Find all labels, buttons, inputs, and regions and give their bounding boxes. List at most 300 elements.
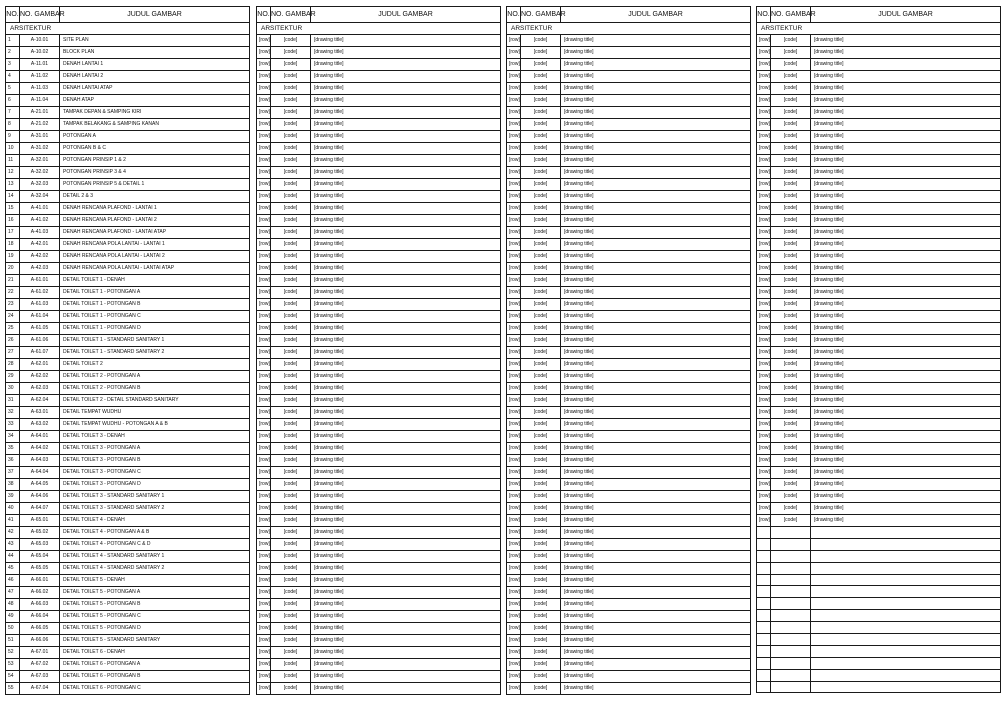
drawing-number: [code]: [521, 455, 561, 467]
drawing-number: [code]: [521, 635, 561, 647]
drawing-title: DETAIL TOILET 3 - POTONGAN B: [60, 455, 250, 467]
drawing-title: [drawing title]: [311, 371, 501, 383]
row-number: [row]: [257, 563, 271, 575]
drawing-title: [drawing title]: [311, 131, 501, 143]
drawing-number: [code]: [771, 467, 811, 479]
table-row: [6, 359, 250, 371]
drawing-number: [code]: [771, 323, 811, 335]
drawing-title: [drawing title]: [561, 623, 751, 635]
drawing-number: [code]: [771, 179, 811, 191]
drawing-title: DETAIL TOILET 5 - POTONGAN B: [60, 599, 250, 611]
row-number: [row]: [257, 515, 271, 527]
row-number: [row]: [757, 143, 771, 155]
drawing-number: A-42.01: [20, 239, 60, 251]
drawing-number: [code]: [271, 515, 311, 527]
drawing-title: [drawing title]: [311, 479, 501, 491]
drawing-title: [drawing title]: [311, 467, 501, 479]
table-row: [757, 59, 1001, 71]
drawing-title: [drawing title]: [311, 287, 501, 299]
drawing-title: [drawing title]: [561, 35, 751, 47]
drawing-title: [drawing title]: [811, 479, 1001, 491]
drawing-list-panel: [5, 6, 249, 695]
table-row: [757, 681, 1001, 693]
row-number: 42: [6, 527, 20, 539]
row-number: [row]: [757, 347, 771, 359]
drawing-title: [drawing title]: [561, 227, 751, 239]
drawing-number: [code]: [521, 419, 561, 431]
drawing-title: [drawing title]: [811, 515, 1001, 527]
drawing-number: [code]: [521, 323, 561, 335]
drawing-title: [811, 681, 1001, 693]
drawing-title: [drawing title]: [311, 491, 501, 503]
row-number: 14: [6, 191, 20, 203]
drawing-number: [code]: [521, 503, 561, 515]
drawing-number: [code]: [271, 551, 311, 563]
drawing-title: DETAIL TEMPAT WUDHU: [60, 407, 250, 419]
drawing-number: A-62.04: [20, 395, 60, 407]
drawing-title: [811, 657, 1001, 669]
row-number: [row]: [257, 347, 271, 359]
table-row: [6, 83, 250, 95]
drawing-title: [drawing title]: [311, 275, 501, 287]
row-number: 35: [6, 443, 20, 455]
drawing-title: [drawing title]: [311, 323, 501, 335]
drawing-title: [drawing title]: [561, 527, 751, 539]
row-number: 18: [6, 239, 20, 251]
table-row: [6, 527, 250, 539]
drawing-title: [drawing title]: [311, 155, 501, 167]
section-title: ARSITEKTUR: [507, 23, 751, 35]
drawing-title: DETAIL TOILET 3 - DENAH: [60, 431, 250, 443]
drawing-title: DETAIL TOILET 1 - POTONGAN A: [60, 287, 250, 299]
row-number: [row]: [257, 311, 271, 323]
drawing-title: BLOCK PLAN: [60, 47, 250, 59]
drawing-title: DENAH RENCANA POLA LANTAI - LANTAI ATAP: [60, 263, 250, 275]
row-number: [row]: [757, 107, 771, 119]
drawing-number: [code]: [271, 179, 311, 191]
drawing-number: [771, 669, 811, 681]
drawing-number: A-32.01: [20, 155, 60, 167]
drawing-number: [code]: [271, 443, 311, 455]
drawing-number: [code]: [521, 347, 561, 359]
row-number: 40: [6, 503, 20, 515]
row-number: 21: [6, 275, 20, 287]
drawing-number: A-64.04: [20, 467, 60, 479]
row-number: [row]: [507, 611, 521, 623]
row-number: [757, 598, 771, 610]
row-number: [row]: [757, 47, 771, 59]
table-row: [6, 551, 250, 563]
table-row: [257, 311, 501, 323]
row-number: [row]: [257, 491, 271, 503]
drawing-title: [drawing title]: [811, 407, 1001, 419]
drawing-number: A-10.02: [20, 47, 60, 59]
drawing-title: DETAIL TOILET 1 - DENAH: [60, 275, 250, 287]
drawing-number: [771, 645, 811, 657]
drawing-number: [code]: [771, 407, 811, 419]
row-number: [row]: [757, 299, 771, 311]
row-number: [row]: [507, 323, 521, 335]
drawing-title: DETAIL TOILET 3 - POTONGAN A: [60, 443, 250, 455]
drawing-number: A-66.05: [20, 623, 60, 635]
drawing-number: [code]: [271, 599, 311, 611]
table-row: [257, 155, 501, 167]
drawing-title: [drawing title]: [811, 467, 1001, 479]
row-number: [row]: [257, 95, 271, 107]
drawing-title: POTONGAN B & C: [60, 143, 250, 155]
row-number: 38: [6, 479, 20, 491]
drawing-title: [drawing title]: [561, 299, 751, 311]
row-number: [row]: [757, 443, 771, 455]
drawing-number: [code]: [521, 647, 561, 659]
table-row: [257, 599, 501, 611]
drawing-title: [drawing title]: [311, 119, 501, 131]
drawing-number: [code]: [521, 575, 561, 587]
table-row: [257, 131, 501, 143]
drawing-number: [code]: [271, 635, 311, 647]
drawing-title: DETAIL TOILET 3 - POTONGAN C: [60, 467, 250, 479]
drawing-title: [drawing title]: [811, 71, 1001, 83]
table-row: [507, 347, 751, 359]
row-number: [row]: [257, 431, 271, 443]
row-number: [row]: [257, 503, 271, 515]
drawing-number: A-66.02: [20, 587, 60, 599]
row-number: [757, 645, 771, 657]
drawing-number: A-42.03: [20, 263, 60, 275]
drawing-title: [drawing title]: [811, 227, 1001, 239]
drawing-title: [drawing title]: [311, 419, 501, 431]
row-number: [row]: [257, 479, 271, 491]
drawing-number: [code]: [521, 527, 561, 539]
table-row: [757, 107, 1001, 119]
drawing-number: [code]: [521, 227, 561, 239]
column-header-drawing-title: JUDUL GAMBAR: [561, 7, 751, 23]
table-row: [6, 407, 250, 419]
drawing-number: A-65.04: [20, 551, 60, 563]
drawing-number: A-66.06: [20, 635, 60, 647]
row-number: 34: [6, 431, 20, 443]
drawing-number: [771, 610, 811, 622]
drawing-number: [code]: [771, 239, 811, 251]
table-row: [757, 395, 1001, 407]
row-number: [row]: [257, 671, 271, 683]
drawing-number: [code]: [521, 599, 561, 611]
drawing-title: [drawing title]: [311, 671, 501, 683]
drawing-title: POTONGAN A: [60, 131, 250, 143]
table-row: [507, 287, 751, 299]
drawing-number: [771, 538, 811, 550]
drawing-number: [code]: [521, 287, 561, 299]
table-row: [6, 179, 250, 191]
row-number: [row]: [257, 599, 271, 611]
row-number: [row]: [507, 179, 521, 191]
row-number: [row]: [757, 503, 771, 515]
table-row: [6, 563, 250, 575]
row-number: [row]: [257, 287, 271, 299]
drawing-number: [code]: [521, 107, 561, 119]
drawing-number: [code]: [521, 335, 561, 347]
drawing-number: A-64.01: [20, 431, 60, 443]
drawing-title: [drawing title]: [811, 251, 1001, 263]
row-number: [row]: [257, 551, 271, 563]
drawing-title: [drawing title]: [811, 383, 1001, 395]
drawing-number: [code]: [271, 623, 311, 635]
table-row: [6, 131, 250, 143]
drawing-title: [drawing title]: [311, 575, 501, 587]
row-number: 41: [6, 515, 20, 527]
drawing-number: [code]: [771, 335, 811, 347]
drawing-title: DENAH RENCANA PLAFOND - LANTAI ATAP: [60, 227, 250, 239]
table-row: [507, 275, 751, 287]
row-number: [row]: [257, 83, 271, 95]
drawing-title: [drawing title]: [561, 635, 751, 647]
drawing-number: A-64.03: [20, 455, 60, 467]
table-row: [757, 657, 1001, 669]
drawing-number: [code]: [271, 59, 311, 71]
drawing-title: DETAIL TOILET 6 - POTONGAN A: [60, 659, 250, 671]
drawing-title: [drawing title]: [561, 443, 751, 455]
drawing-title: [drawing title]: [811, 35, 1001, 47]
drawing-title: [drawing title]: [561, 347, 751, 359]
row-number: [row]: [507, 227, 521, 239]
drawing-title: [drawing title]: [561, 611, 751, 623]
drawing-title: [drawing title]: [561, 359, 751, 371]
table-row: [757, 203, 1001, 215]
row-number: [row]: [257, 587, 271, 599]
row-number: [row]: [507, 395, 521, 407]
drawing-number: A-31.01: [20, 131, 60, 143]
table-row: [507, 299, 751, 311]
drawing-number: [code]: [521, 275, 561, 287]
drawing-title: [drawing title]: [811, 491, 1001, 503]
drawing-title: DETAIL TOILET 1 - POTONGAN C: [60, 311, 250, 323]
drawing-number: [code]: [271, 407, 311, 419]
drawing-number: [code]: [521, 371, 561, 383]
row-number: [row]: [757, 239, 771, 251]
drawing-number: A-41.03: [20, 227, 60, 239]
table-row: [6, 443, 250, 455]
drawing-title: [drawing title]: [811, 203, 1001, 215]
drawing-number: [code]: [271, 611, 311, 623]
table-row: [257, 71, 501, 83]
row-number: [row]: [507, 47, 521, 59]
table-row: [507, 551, 751, 563]
row-number: [row]: [507, 311, 521, 323]
row-number: [row]: [507, 539, 521, 551]
drawing-number: [code]: [271, 95, 311, 107]
table-row: [507, 83, 751, 95]
table-row: [507, 539, 751, 551]
drawing-title: [drawing title]: [561, 155, 751, 167]
drawing-title: [drawing title]: [811, 371, 1001, 383]
drawing-number: [code]: [271, 263, 311, 275]
row-number: [row]: [507, 623, 521, 635]
table-row: [257, 191, 501, 203]
drawing-title: [drawing title]: [311, 611, 501, 623]
drawing-number: [code]: [271, 479, 311, 491]
drawing-number: [771, 657, 811, 669]
table-row: [257, 227, 501, 239]
drawing-title: [drawing title]: [561, 143, 751, 155]
row-number: 28: [6, 359, 20, 371]
table-row: [257, 239, 501, 251]
table-row: [507, 263, 751, 275]
row-number: [row]: [757, 215, 771, 227]
drawing-number: A-64.07: [20, 503, 60, 515]
drawing-title: DETAIL TOILET 5 - POTONGAN A: [60, 587, 250, 599]
row-number: 44: [6, 551, 20, 563]
row-number: [row]: [757, 323, 771, 335]
drawing-number: [code]: [521, 659, 561, 671]
table-row: [257, 575, 501, 587]
table-row: [6, 143, 250, 155]
drawing-title: [drawing title]: [311, 563, 501, 575]
row-number: [row]: [257, 59, 271, 71]
row-number: [row]: [507, 131, 521, 143]
row-number: [row]: [757, 191, 771, 203]
drawing-title: [drawing title]: [561, 47, 751, 59]
row-number: 8: [6, 119, 20, 131]
drawing-number: [code]: [771, 47, 811, 59]
column-header-no: NO.: [507, 7, 521, 23]
row-number: 33: [6, 419, 20, 431]
drawing-number: [code]: [271, 347, 311, 359]
drawing-number: A-62.01: [20, 359, 60, 371]
table-row: [507, 575, 751, 587]
table-row: [507, 71, 751, 83]
table-row: [6, 455, 250, 467]
drawing-title: [drawing title]: [811, 431, 1001, 443]
row-number: 3: [6, 59, 20, 71]
row-number: [row]: [757, 167, 771, 179]
drawing-number: A-67.03: [20, 671, 60, 683]
drawing-number: A-65.03: [20, 539, 60, 551]
drawing-title: DETAIL TOILET 1 - STANDARD SANITARY 1: [60, 335, 250, 347]
drawing-title: [811, 574, 1001, 586]
table-row: [257, 47, 501, 59]
drawing-number: A-11.03: [20, 83, 60, 95]
drawing-title: [drawing title]: [811, 215, 1001, 227]
table-row: [6, 659, 250, 671]
drawing-title: [drawing title]: [561, 95, 751, 107]
drawing-number: [code]: [271, 131, 311, 143]
table-row: [757, 443, 1001, 455]
row-number: [row]: [257, 179, 271, 191]
drawing-title: [drawing title]: [311, 179, 501, 191]
drawing-list-panel: [756, 6, 1000, 693]
drawing-title: [drawing title]: [311, 203, 501, 215]
table-row: [507, 599, 751, 611]
table-row: [6, 347, 250, 359]
drawing-title: [drawing title]: [561, 383, 751, 395]
drawing-title: [811, 598, 1001, 610]
drawing-number: [code]: [521, 395, 561, 407]
table-row: [757, 455, 1001, 467]
drawing-title: DENAH ATAP: [60, 95, 250, 107]
table-row: [257, 647, 501, 659]
drawing-title: DETAIL TOILET 6 - POTONGAN C: [60, 683, 250, 695]
table-row: [257, 359, 501, 371]
drawing-number: [code]: [271, 239, 311, 251]
table-row: [507, 215, 751, 227]
table-row: [257, 95, 501, 107]
column-header-drawing-title: JUDUL GAMBAR: [60, 7, 250, 23]
table-row: [6, 311, 250, 323]
drawing-list-table: [5, 6, 250, 695]
drawing-title: [drawing title]: [561, 311, 751, 323]
drawing-number: [code]: [771, 143, 811, 155]
column-header-no: NO.: [757, 7, 771, 23]
row-number: [row]: [507, 299, 521, 311]
drawing-title: [drawing title]: [561, 479, 751, 491]
drawing-title: [811, 586, 1001, 598]
row-number: [row]: [507, 59, 521, 71]
drawing-title: [drawing title]: [311, 263, 501, 275]
section-row: [757, 23, 1001, 35]
table-row: [757, 95, 1001, 107]
row-number: [row]: [507, 659, 521, 671]
table-row: [257, 467, 501, 479]
drawing-number: [771, 574, 811, 586]
drawing-number: A-65.02: [20, 527, 60, 539]
drawing-title: DETAIL TOILET 1 - POTONGAN D: [60, 323, 250, 335]
table-row: [507, 371, 751, 383]
row-number: [row]: [507, 239, 521, 251]
table-row: [257, 419, 501, 431]
drawing-title: [drawing title]: [811, 299, 1001, 311]
drawing-number: [code]: [521, 359, 561, 371]
table-row: [757, 227, 1001, 239]
row-number: 1: [6, 35, 20, 47]
table-row: [6, 287, 250, 299]
table-row: [757, 574, 1001, 586]
row-number: 48: [6, 599, 20, 611]
row-number: [row]: [757, 119, 771, 131]
row-number: [row]: [507, 335, 521, 347]
table-row: [257, 527, 501, 539]
drawing-number: [code]: [271, 71, 311, 83]
row-number: [row]: [257, 647, 271, 659]
table-row: [257, 299, 501, 311]
table-row: [507, 323, 751, 335]
drawing-number: [code]: [521, 131, 561, 143]
table-row: [757, 287, 1001, 299]
row-number: [row]: [507, 443, 521, 455]
row-number: [row]: [507, 359, 521, 371]
drawing-number: [code]: [771, 311, 811, 323]
table-row: [507, 431, 751, 443]
section-title: ARSITEKTUR: [757, 23, 1001, 35]
drawing-number: A-66.04: [20, 611, 60, 623]
drawing-title: [drawing title]: [811, 347, 1001, 359]
table-row: [757, 263, 1001, 275]
table-row: [507, 383, 751, 395]
table-row: [6, 59, 250, 71]
column-header-drawing-title: JUDUL GAMBAR: [311, 7, 501, 23]
row-number: [row]: [757, 263, 771, 275]
row-number: [row]: [507, 527, 521, 539]
drawing-title: [811, 622, 1001, 634]
table-row: [757, 167, 1001, 179]
drawing-title: [drawing title]: [311, 635, 501, 647]
drawing-number: [771, 550, 811, 562]
table-row: [757, 383, 1001, 395]
drawing-title: [drawing title]: [311, 383, 501, 395]
drawing-title: [drawing title]: [811, 155, 1001, 167]
table-row: [757, 83, 1001, 95]
table-row: [6, 635, 250, 647]
row-number: 43: [6, 539, 20, 551]
